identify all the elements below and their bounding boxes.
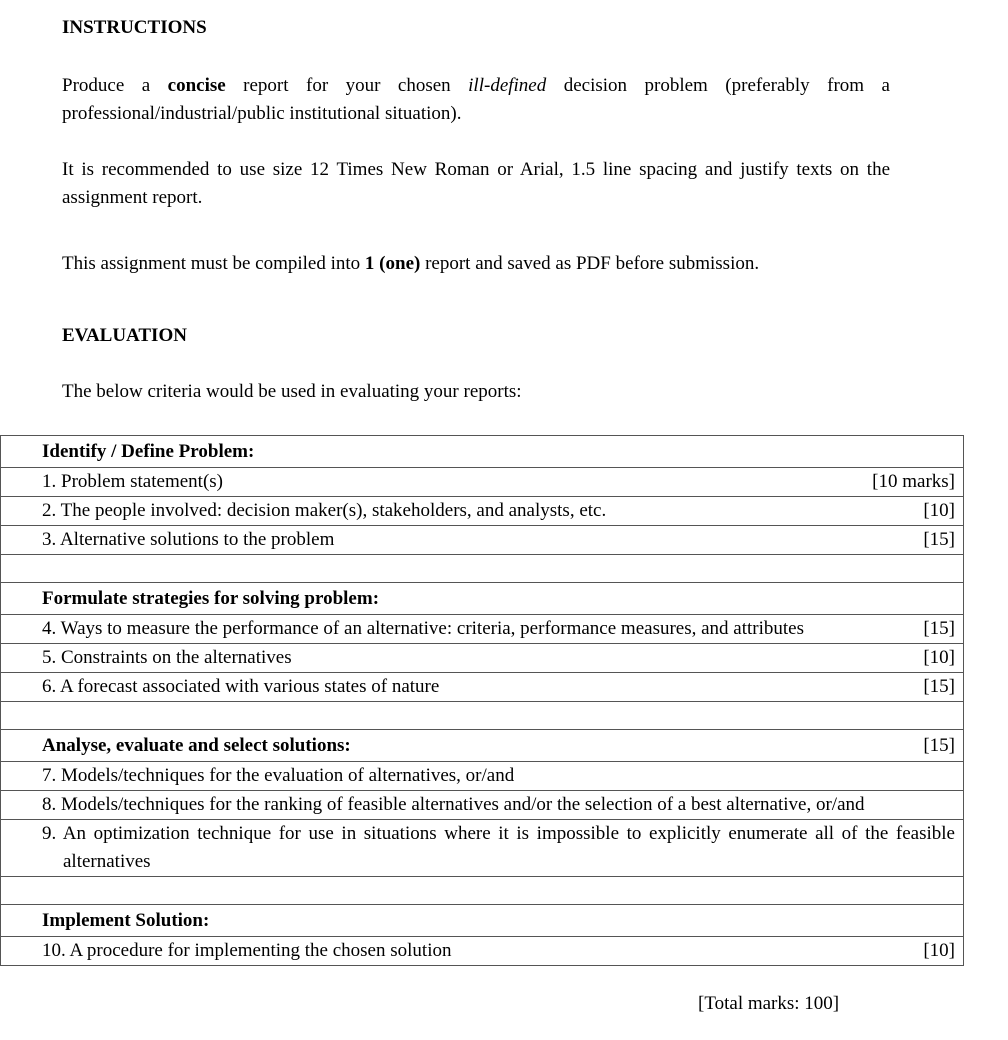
criteria-text: 2. The people involved: decision maker(s), stakeholders, and analysts, etc. — [42, 500, 607, 521]
section-header-row — [1, 905, 964, 937]
instructions-paragraph-3: This assignment must be compiled into 1 (one) report and saved as PDF before submission. — [62, 253, 760, 274]
criteria-text: 3. Alternative solutions to the problem — [42, 529, 335, 550]
criteria-row — [1, 468, 964, 497]
section-title: Identify / Define Problem: — [1, 436, 964, 468]
criteria-text: 8. Models/techniques for the ranking of feasible alternatives and/or the selection of a best alternative, or/and — [42, 794, 865, 815]
section-title: Analyse, evaluate and select solutions: [15] — [1, 730, 964, 762]
criteria-marks: [10] — [923, 500, 955, 521]
criteria-table — [0, 435, 964, 966]
criteria-row — [1, 644, 964, 673]
criteria-row — [1, 497, 964, 526]
spacer-row — [1, 702, 964, 730]
section-header-row — [1, 730, 964, 762]
spacer-row — [1, 877, 964, 905]
section-header-row — [1, 583, 964, 615]
section-header-row — [1, 436, 964, 468]
criteria-text: 6. A forecast associated with various states of nature — [42, 676, 440, 697]
criteria-row — [1, 820, 964, 877]
criteria-marks: [10] — [923, 647, 955, 668]
section-marks: [15] — [923, 734, 955, 756]
criteria-marks: [10] — [923, 940, 955, 961]
evaluation-intro: The below criteria would be used in evaluating your reports: — [62, 381, 522, 402]
criteria-row — [1, 673, 964, 702]
criteria-text: 10. A procedure for implementing the chosen solution — [42, 940, 452, 961]
instructions-paragraph-2: It is recommended to use size 12 Times New Roman or Arial, 1.5 line spacing and justify texts on the assignment report. — [62, 159, 890, 208]
criteria-row — [1, 791, 964, 820]
spacer-row — [1, 555, 964, 583]
criteria-row — [1, 937, 964, 966]
criteria-marks: [15] — [923, 529, 955, 550]
criteria-row — [1, 615, 964, 644]
evaluation-heading: EVALUATION — [62, 325, 187, 346]
criteria-marks: [10 marks] — [872, 471, 955, 492]
instructions-heading: INSTRUCTIONS — [62, 17, 207, 38]
criteria-marks: [15] — [923, 618, 955, 639]
criteria-text: 5. Constraints on the alternatives — [42, 647, 292, 668]
criteria-text: 4. Ways to measure the performance of an alternative: criteria, performance measures, and attributes — [42, 618, 805, 639]
instructions-paragraph-1: Produce a concise report for your chosen ill-defined decision problem (preferably from a professional/industrial/public institutional situation). — [62, 75, 890, 124]
section-title: Implement Solution: — [1, 905, 964, 937]
criteria-row — [1, 526, 964, 555]
total-marks: [Total marks: 100] — [698, 993, 840, 1014]
criteria-row — [1, 762, 964, 791]
criteria-text: 1. Problem statement(s) — [42, 471, 223, 492]
criteria-text: 7. Models/techniques for the evaluation of alternatives, or/and — [42, 765, 515, 786]
criteria-marks: [15] — [923, 676, 955, 697]
section-title: Formulate strategies for solving problem: — [1, 583, 964, 615]
criteria-text: 9. An optimization technique for use in situations where it is impossible to explicitly enumerate all of the feasible alternatives — [42, 823, 955, 872]
